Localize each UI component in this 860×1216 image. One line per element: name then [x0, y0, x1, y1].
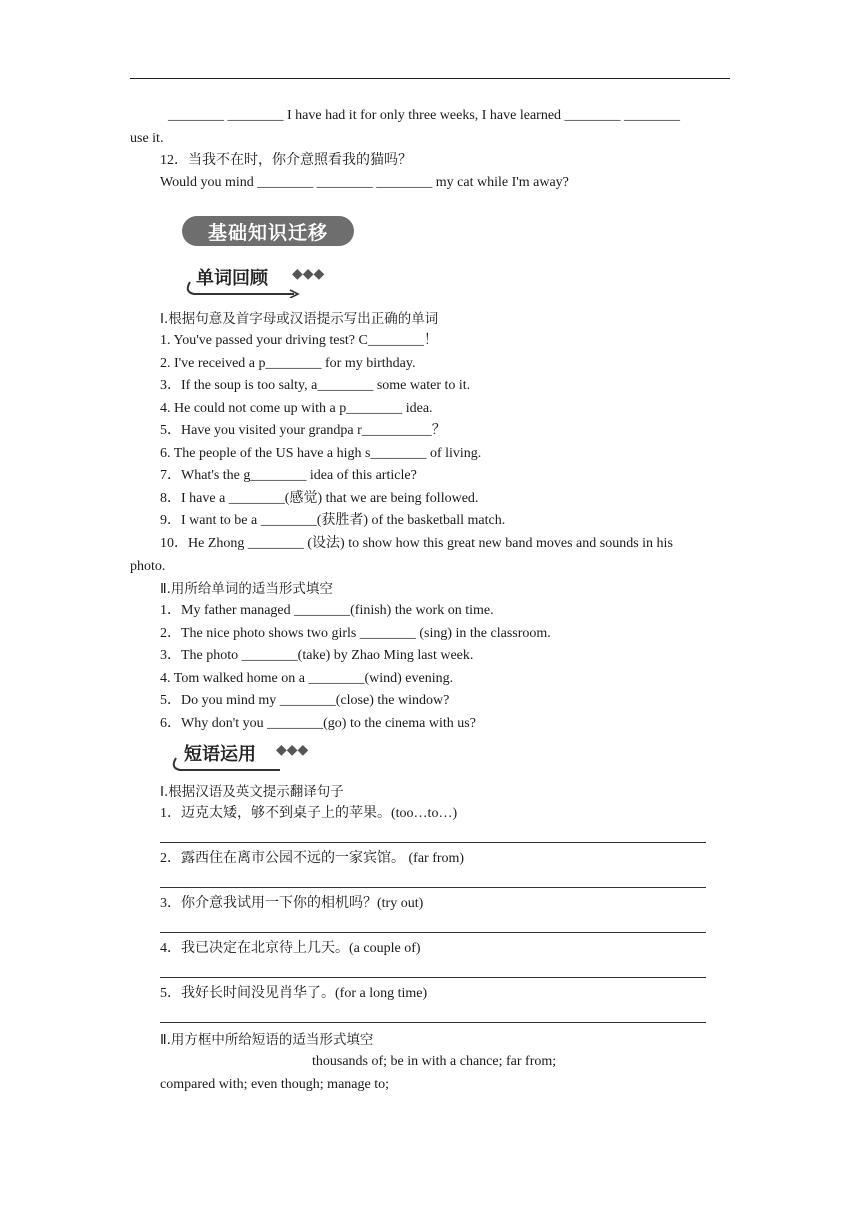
- subsection-header-words: [182, 264, 352, 300]
- list-item: 4. Tom walked home on a ________(wind) evening.: [160, 671, 454, 686]
- translate-item: 1．迈克太矮，够不到桌子上的苹果。(too…to…): [160, 806, 458, 821]
- subsection-header-phrases: [160, 740, 330, 776]
- list-item: photo.: [130, 559, 166, 574]
- translate-item: 3．你介意我试用一下你的相机吗？(try out): [160, 896, 424, 911]
- list-item: 8．I have a ________(感觉) that we are being followed.: [160, 491, 479, 506]
- list-item: 5．Do you mind my ________(close) the window?: [160, 693, 450, 708]
- text-line: Would you mind ________ ________ ________ my cat while I'm away?: [160, 175, 569, 190]
- answer-line[interactable]: [160, 977, 706, 978]
- arrow-underline-icon: [170, 754, 290, 774]
- list-item: 2．The nice photo shows two girls ________ (sing) in the classroom.: [160, 626, 551, 641]
- list-item: 4. He could not come up with a p________ idea.: [160, 401, 433, 416]
- section-banner: 基础知识迁移: [182, 216, 354, 246]
- part-heading: Ⅱ.用所给单词的适当形式填空: [160, 581, 333, 597]
- list-item: 1．My father managed ________(finish) the work on time.: [160, 603, 494, 618]
- arrow-underline-icon: [184, 278, 304, 298]
- subsection-title: 单词回顾: [196, 268, 268, 289]
- translate-item: 2．露西住在离市公园不远的一家宾馆。 (far from): [160, 851, 465, 866]
- part-heading: Ⅱ.用方框中所给短语的适当形式填空: [160, 1032, 374, 1048]
- list-item: 3．The photo ________(take) by Zhao Ming last week.: [160, 648, 474, 663]
- translate-item: 5．我好长时间没见肖华了。(for a long time): [160, 986, 428, 1001]
- subsection-title: 短语运用: [184, 744, 256, 765]
- part-heading: Ⅰ.根据句意及首字母或汉语提示写出正确的单词: [160, 311, 439, 327]
- answer-line[interactable]: [160, 887, 706, 888]
- question-12: 12．当我不在时，你介意照看我的猫吗？: [160, 153, 412, 168]
- text-line: ________ ________ I have had it for only three weeks, I have learned ________ ________: [168, 108, 681, 123]
- list-item: 6. The people of the US have a high s________ of living.: [160, 446, 482, 461]
- answer-line[interactable]: [160, 842, 706, 843]
- list-item: 5．Have you visited your grandpa r__________？: [160, 423, 446, 438]
- list-item: 9．I want to be a ________(获胜者) of the basketball match.: [160, 513, 506, 528]
- part-heading: Ⅰ.根据汉语及英文提示翻译句子: [160, 784, 344, 800]
- header-rule: [130, 78, 730, 79]
- list-item: 3．If the soup is too salty, a________ some water to it.: [160, 378, 471, 393]
- translate-item: 4．我已决定在北京待上几天。(a couple of): [160, 941, 421, 956]
- diamond-icons: ◆◆◆: [292, 267, 325, 282]
- list-item: 6．Why don't you ________(go) to the cinema with us?: [160, 716, 476, 731]
- list-item: 1. You've passed your driving test? C________！: [160, 333, 438, 348]
- list-item: 2. I've received a p________ for my birthday.: [160, 356, 416, 371]
- diamond-icons: ◆◆◆: [276, 743, 309, 758]
- list-item: 7．What's the g________ idea of this article?: [160, 468, 417, 483]
- text-line: use it.: [130, 131, 164, 146]
- answer-line[interactable]: [160, 932, 706, 933]
- list-item: 10．He Zhong ________ (设法) to show how this great new band moves and sounds in his: [160, 536, 673, 551]
- phrase-box-line: compared with; even though; manage to;: [160, 1077, 389, 1092]
- answer-line[interactable]: [160, 1022, 706, 1023]
- phrase-box-line: thousands of; be in with a chance; far from;: [312, 1054, 557, 1069]
